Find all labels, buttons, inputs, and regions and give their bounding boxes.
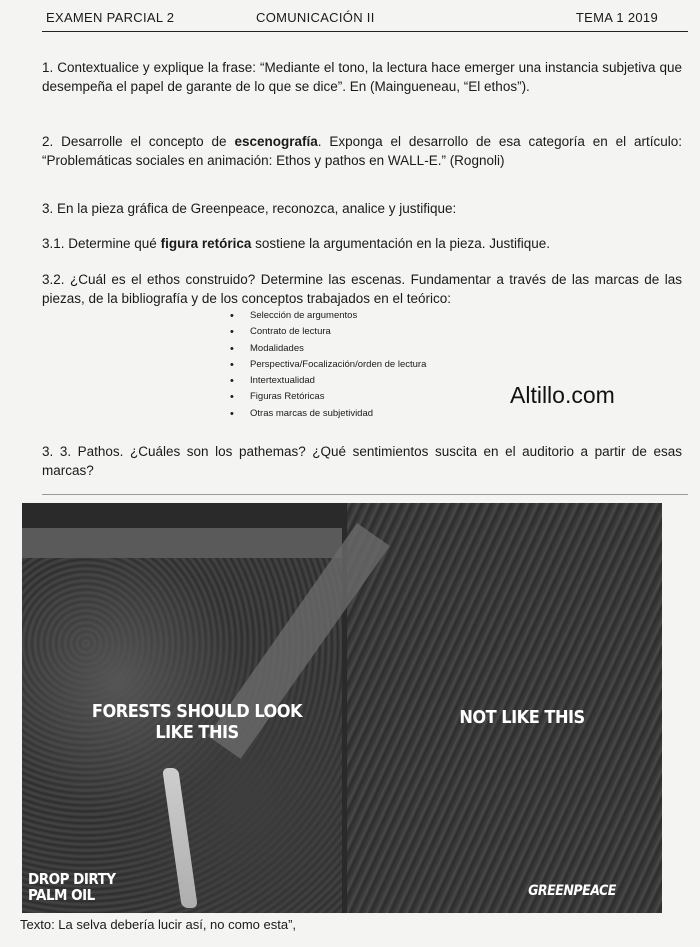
list-item: • Intertextualidad	[230, 373, 426, 389]
question-3-1	[42, 234, 682, 253]
river-shape	[162, 768, 198, 908]
exam-title: EXAMEN PARCIAL 2	[46, 10, 175, 25]
question-3-3: 3. 3. Pathos. ¿Cuáles son los pathemas? ¿Qué sentimientos suscita en el auditorio a partir de esas marcas?	[42, 444, 682, 478]
list-item: • Perspectiva/Focalización/orden de lectura	[230, 357, 426, 373]
ad-campaign-text: DROP DIRTY PALM OIL	[28, 870, 116, 904]
question-3-1-text-cont: sostiene la argumentación en la pieza. Justifique.	[251, 236, 551, 251]
criteria-list	[230, 308, 426, 422]
question-3-1-text: 3.1. Determine qué	[42, 236, 161, 251]
question-2-keyword: escenografía	[234, 134, 318, 149]
greenpeace-logo: GREENPEACE	[528, 883, 616, 899]
sky-area	[22, 528, 342, 558]
ad-left-text: FORESTS SHOULD LOOK LIKE THIS	[91, 701, 303, 743]
exam-topic-year: TEMA 1 2019	[575, 10, 658, 25]
question-3-2: 3.2. ¿Cuál es el ethos construido? Determine las escenas. Fundamentar a través de las marcas de las piezas, de la bibliografía y de los conceptos trabajados en el teórico:	[42, 272, 682, 306]
watermark: Altillo.com	[510, 382, 615, 408]
question-2-text: 2. Desarrolle el concepto de	[42, 134, 235, 149]
question-2	[42, 132, 682, 170]
list-item: • Modalidades	[230, 341, 426, 357]
course-name: COMUNICACIÓN II	[256, 10, 375, 25]
list-item: • Figuras Retóricas	[230, 389, 426, 405]
question-3-1-keyword: figura retórica	[160, 236, 252, 251]
ad-right-text: NOT LIKE THIS	[459, 707, 585, 728]
list-item: • Otras marcas de subjetividad	[230, 406, 426, 422]
list-item: • Selección de argumentos	[230, 308, 426, 324]
question-1: 1. Contextualice y explique la frase: “Mediante el tono, la lectura hace emerger una instancia subjetiva que desempeña el papel de garante de lo que se dice”. En (Maingueneau, “El ethos”).	[42, 60, 682, 94]
list-item: • Contrato de lectura	[230, 324, 426, 340]
section-divider	[42, 494, 688, 495]
question-2-text-cont: . Exponga el desarrollo de esa categoría en el artículo: “Problemáticas sociales en animación: Ethos y pathos en WALL-E.” (Rognoli)	[42, 134, 682, 168]
exam-header	[42, 8, 688, 32]
header-rule	[42, 31, 688, 32]
question-3: 3. En la pieza gráfica de Greenpeace, reconozca, analice y justifique:	[42, 201, 457, 216]
greenpeace-ad-image	[22, 503, 662, 913]
image-caption: Texto: La selva debería lucir así, no como esta”,	[20, 917, 297, 932]
